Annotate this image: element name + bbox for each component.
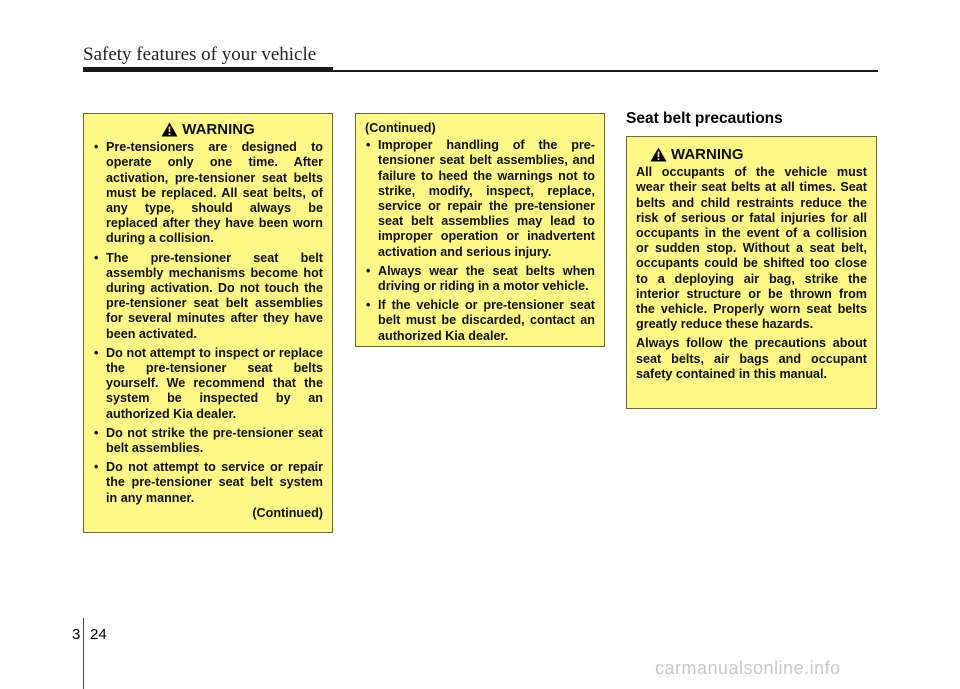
- list-item: • Improper handling of the pre-tensioner seat belt assemblies, and failure to heed the warnings not to strike, modify, inspect, replace, service or repair the pre-tensioner seat belt assemblies may lead to improper operation or inadvertent activation and serious injury.: [365, 138, 595, 260]
- list-item: • Do not strike the pre-tensioner seat belt assemblies.: [93, 426, 323, 456]
- list-item: • Do not attempt to service or repair the pre-tensioner seat belt system in any manner.: [93, 460, 323, 506]
- warning-paragraph: All occupants of the vehicle must wear their seat belts at all times. Seat belts and child restraints reduce the risk of serious or fatal injuries for all occupants in the event of a collision or sudden stop. Without a seat belt, occupants could be shifted too close to a deploying air bag, strike the interior structure or be thrown from the vehicle. Properly worn seat belts greatly reduce these hazards.: [636, 165, 867, 332]
- continued-label: (Continued): [252, 505, 323, 520]
- list-item: • If the vehicle or pre-tensioner seat belt must be discarded, contact an authorized Kia dealer.: [365, 298, 595, 344]
- continued-label: (Continued): [365, 121, 436, 135]
- warning-triangle-icon: [650, 147, 667, 162]
- page-header-title: Safety features of your vehicle: [83, 44, 317, 65]
- list-item: • Pre-tensioners are designed to operate only one time. After activation, pre-tensioner seat belts must be replaced. All seat belts, of any type, should always be replaced after they have been worn during a collision.: [93, 140, 323, 246]
- warning-list: [93, 140, 323, 506]
- warning-heading: WARNING: [636, 147, 867, 162]
- page-number: 24: [90, 626, 107, 643]
- warning-heading: WARNING: [93, 122, 323, 137]
- warning-box-continued: [355, 113, 605, 347]
- list-item: • Always wear the seat belts when driving or riding in a motor vehicle.: [365, 264, 595, 294]
- warning-box-pretensioners: [83, 113, 333, 533]
- warning-triangle-icon: [161, 122, 178, 137]
- chapter-number: 3: [72, 626, 81, 643]
- warning-box-seat-belt-precautions: [626, 136, 877, 409]
- list-item: • Do not attempt to inspect or replace the pre-tensioner seat belts yourself. We recommend that the system be inspected by an authorized Kia dealer.: [93, 346, 323, 422]
- section-title: Seat belt precautions: [626, 110, 783, 127]
- list-item: • The pre-tensioner seat belt assembly mechanisms become hot during activation. Do not touch the pre-tensioner seat belt assemblies for several minutes after they have been activated.: [93, 251, 323, 342]
- watermark: carmanualsonline.info: [655, 658, 841, 678]
- warning-list: [365, 138, 595, 344]
- header-rule-thick: [83, 67, 333, 72]
- header-rule-thin: [333, 70, 878, 72]
- warning-paragraph: Always follow the precautions about seat belts, air bags and occupant safety contained in this manual.: [636, 336, 867, 381]
- footer-divider: [83, 618, 84, 689]
